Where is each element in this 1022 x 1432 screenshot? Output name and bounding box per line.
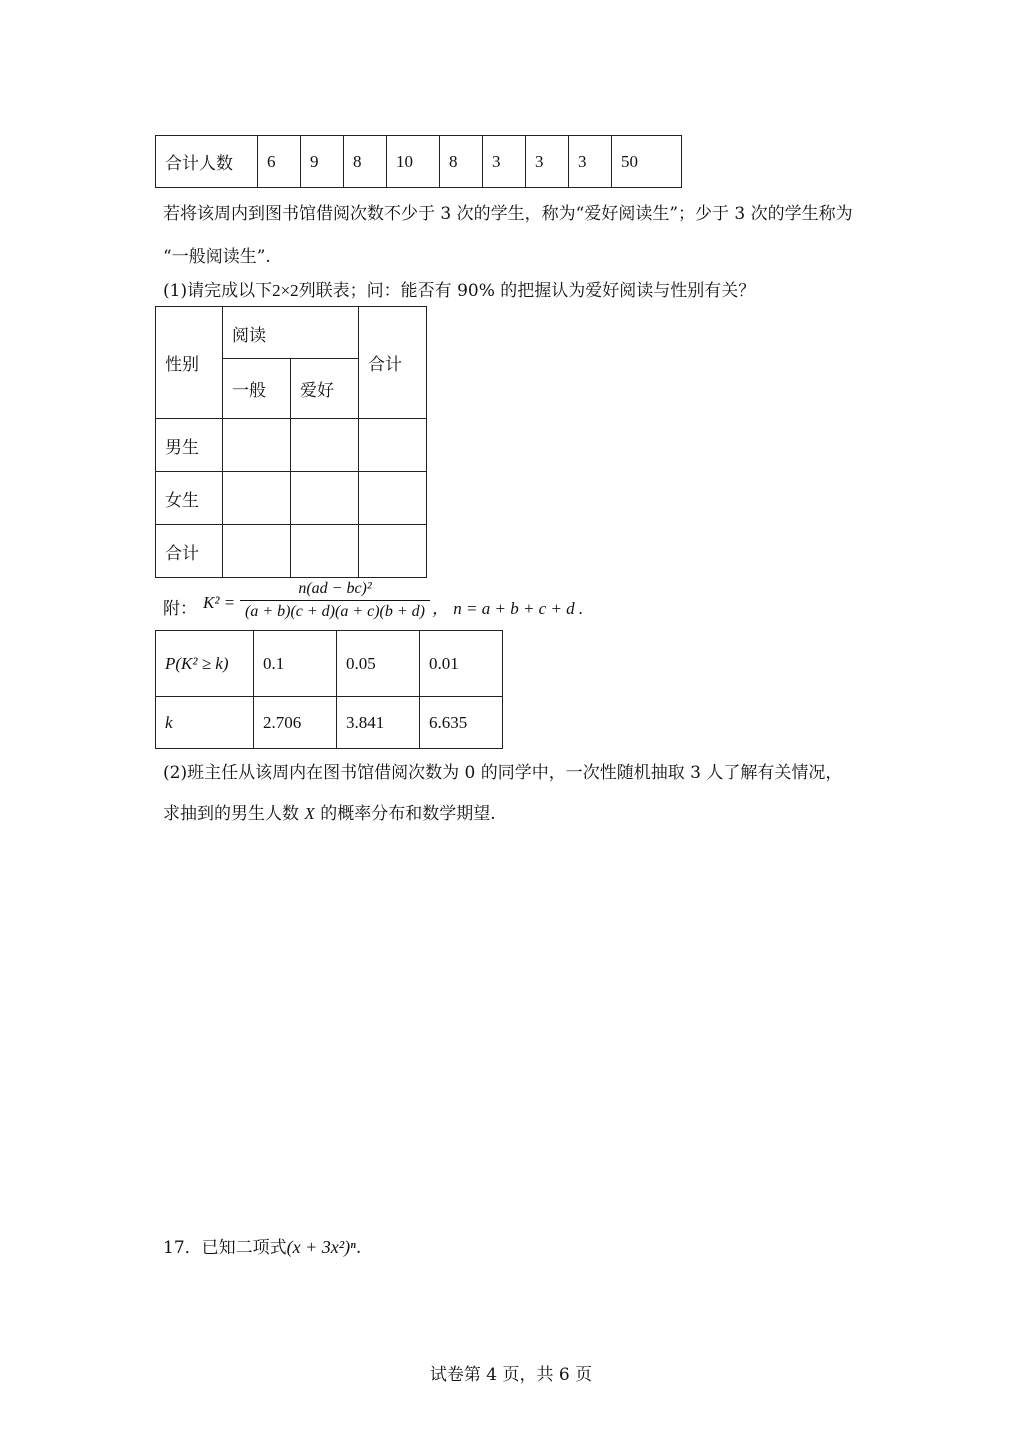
table-row xyxy=(156,525,427,578)
top-table-cell: 6 xyxy=(258,136,301,188)
top-table-cell: 3 xyxy=(526,136,569,188)
top-table-cell: 3 xyxy=(569,136,612,188)
table-row xyxy=(156,472,427,525)
q17-suffix: . xyxy=(355,1238,362,1258)
q2-text: 的概率分布和数学期望. xyxy=(320,804,496,824)
formula-lhs: K² = xyxy=(203,593,236,612)
header-reading: 阅读 xyxy=(223,307,359,359)
table-row xyxy=(156,419,427,472)
formula-fraction xyxy=(240,580,430,621)
blank-cell xyxy=(359,525,427,578)
row-label-female: 女生 xyxy=(156,472,223,525)
blank-cell xyxy=(291,472,359,525)
fraction-bar xyxy=(240,600,430,601)
blank-cell xyxy=(291,525,359,578)
top-table xyxy=(155,135,682,188)
q17-prefix: 17．已知二项式 xyxy=(163,1238,287,1258)
q1-prefix: (1)请完成以下 xyxy=(163,281,273,301)
header-gender: 性别 xyxy=(156,307,223,419)
q2-text: 求抽到的男生人数 xyxy=(163,804,299,824)
k-table-cell: 2.706 xyxy=(254,697,337,749)
page-footer: 试卷第 4 页，共 6 页 xyxy=(429,1365,593,1385)
blank-cell xyxy=(291,419,359,472)
top-table-cell: 8 xyxy=(440,136,483,188)
question-2-line: (2)班主任从该周内在图书馆借阅次数为 0 的同学中，一次性随机抽取 3 人了解有关情况， xyxy=(163,763,843,783)
row-label-total: 合计 xyxy=(156,525,223,578)
top-table-cell: 10 xyxy=(387,136,440,188)
blank-cell xyxy=(359,419,427,472)
formula-prefix: 附： xyxy=(163,599,197,619)
header-general: 一般 xyxy=(223,359,291,419)
blank-cell xyxy=(223,472,291,525)
top-table-cell: 8 xyxy=(344,136,387,188)
top-table-cell: 3 xyxy=(483,136,526,188)
q17-expression: (x + 3x²)ⁿ xyxy=(286,1237,356,1257)
k-table-cell: 6.635 xyxy=(420,697,503,749)
k-table xyxy=(155,630,503,749)
q1-dims: 2×2 xyxy=(272,281,299,300)
header-total: 合计 xyxy=(359,307,427,419)
formula-suffix: ， n = a + b + c + d . xyxy=(432,599,584,618)
contingency-table xyxy=(155,306,427,578)
paragraph-line: “一般阅读生”. xyxy=(163,247,271,267)
blank-cell xyxy=(359,472,427,525)
k-table-cell: 0.01 xyxy=(420,631,503,697)
top-table-label: 合计人数 xyxy=(156,136,258,188)
k-table-cell: 0.05 xyxy=(337,631,420,697)
formula-denominator: (a + b)(c + d)(a + c)(b + d) xyxy=(244,603,425,620)
blank-cell xyxy=(223,419,291,472)
top-table-cell: 50 xyxy=(612,136,682,188)
formula-numerator: n(ad − bc)² xyxy=(298,580,372,597)
question-2-line xyxy=(163,799,496,824)
blank-cell xyxy=(223,525,291,578)
paragraph-line: 若将该周内到图书馆借阅次数不少于 3 次的学生，称为“爱好阅读生”；少于 3 次的学生称为 xyxy=(163,204,853,224)
table-row xyxy=(156,697,503,749)
k-table-p-label: P(K² ≥ k) xyxy=(156,631,254,697)
question-17 xyxy=(163,1233,361,1258)
table-row xyxy=(156,631,503,697)
row-label-male: 男生 xyxy=(156,419,223,472)
k-table-cell: 0.1 xyxy=(254,631,337,697)
top-table-cell: 9 xyxy=(301,136,344,188)
question-1 xyxy=(163,276,755,301)
q2-variable: X xyxy=(304,804,315,823)
k-table-k-label: k xyxy=(156,697,254,749)
table-row xyxy=(156,136,682,188)
header-enthusiast: 爱好 xyxy=(291,359,359,419)
k-table-cell: 3.841 xyxy=(337,697,420,749)
q1-suffix: 列联表；问：能否有 90% 的把握认为爱好阅读与性别有关？ xyxy=(298,281,756,301)
